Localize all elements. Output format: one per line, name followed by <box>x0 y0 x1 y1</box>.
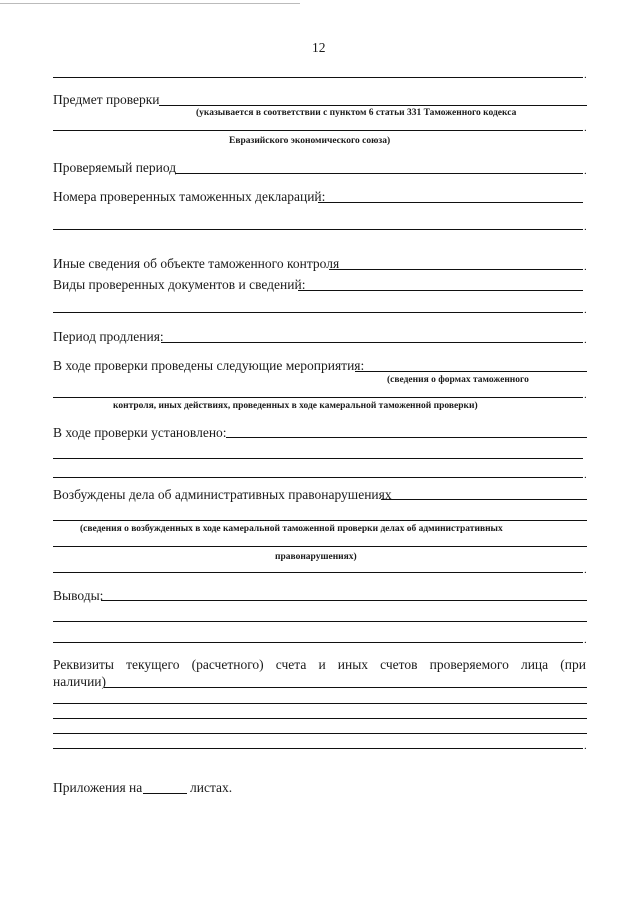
period-field[interactable] <box>175 173 583 174</box>
requisites-field-4[interactable] <box>53 733 587 734</box>
line-period: . <box>584 122 587 134</box>
requisites-word: (расчетного) <box>191 657 264 672</box>
requisites-word: (при <box>560 657 586 672</box>
docs-field[interactable] <box>298 290 583 291</box>
line-period: . <box>584 304 587 316</box>
cases-label: Возбуждены дела об административных правонарушениях <box>53 487 392 502</box>
declarations-field-2[interactable] <box>53 229 583 230</box>
cases-note-1: (сведения о возбужденных в ходе камеральной таможенной проверки делах об административных <box>80 524 503 534</box>
established-field-2[interactable] <box>53 458 583 459</box>
cases-field-3[interactable] <box>53 546 587 547</box>
requisites-word: и <box>318 657 326 672</box>
conclusions-field-2[interactable] <box>53 621 587 622</box>
line-period: . <box>584 634 587 646</box>
measures-note-1: (сведения о формах таможенного <box>387 375 529 385</box>
requisites-word: текущего <box>126 657 180 672</box>
line-period: . <box>584 221 587 233</box>
measures-field[interactable] <box>355 371 587 372</box>
extension-field[interactable] <box>161 342 583 343</box>
predmet-label: Предмет проверки <box>53 92 160 107</box>
other-info-field[interactable] <box>329 269 583 270</box>
predmet-note-1: (указывается в соответствии с пунктом 6 статьи 331 Таможенного кодекса <box>196 108 517 118</box>
measures-field-2[interactable] <box>53 397 583 398</box>
requisites-word: счета <box>275 657 307 672</box>
attachments-prefix: Приложения на <box>53 780 143 795</box>
requisites-word: Реквизиты <box>53 657 115 672</box>
cases-note-2: правонарушениях) <box>275 552 357 562</box>
cases-field[interactable] <box>381 499 587 500</box>
line-period: . <box>584 740 587 752</box>
established-field-3[interactable] <box>53 477 583 478</box>
cases-field-2[interactable] <box>53 520 587 521</box>
extension-label: Период продления: <box>53 329 164 344</box>
line-period: . <box>584 69 587 81</box>
requisites-field-5[interactable] <box>53 748 583 749</box>
attachments-suffix: листах. <box>190 780 233 795</box>
blank-line[interactable] <box>53 77 583 78</box>
attachments-count-field[interactable] <box>143 793 187 794</box>
conclusions-label: Выводы: <box>53 588 104 603</box>
requisites-word: иных <box>337 657 369 672</box>
conclusions-field[interactable] <box>101 600 587 601</box>
period-label: Проверяемый период <box>53 160 177 175</box>
page-number: 12 <box>312 40 326 55</box>
requisites-field-2[interactable] <box>53 703 587 704</box>
requisites-line-2: наличии) <box>53 674 107 689</box>
cases-field-4[interactable] <box>53 572 583 573</box>
measures-note-2: контроля, иных действиях, проведенных в ходе камеральной таможенной проверки) <box>113 401 478 411</box>
predmet-field-2[interactable] <box>53 130 583 131</box>
requisites-word: проверяемого <box>429 657 509 672</box>
requisites-word: счетов <box>380 657 418 672</box>
established-field[interactable] <box>226 437 587 438</box>
requisites-line-1 <box>53 657 586 673</box>
line-period: . <box>584 261 587 273</box>
measures-label: В ходе проверки проведены следующие мероприятия: <box>53 358 365 373</box>
predmet-field[interactable] <box>159 105 587 106</box>
line-period: . <box>584 564 587 576</box>
requisites-field[interactable] <box>104 687 587 688</box>
other-info-label: Иные сведения об объекте таможенного контроля <box>53 256 340 271</box>
declarations-field[interactable] <box>318 202 583 203</box>
line-period: . <box>584 469 587 481</box>
top-scan-edge <box>0 3 300 4</box>
conclusions-field-3[interactable] <box>53 642 583 643</box>
line-period: . <box>584 165 587 177</box>
line-period: . <box>584 334 587 346</box>
docs-label: Виды проверенных документов и сведений: <box>53 277 306 292</box>
established-label: В ходе проверки установлено: <box>53 425 227 440</box>
docs-field-2[interactable] <box>53 312 583 313</box>
predmet-note-2: Евразийского экономического союза) <box>229 136 391 146</box>
declarations-label: Номера проверенных таможенных деклараций: <box>53 189 326 204</box>
requisites-field-3[interactable] <box>53 718 587 719</box>
requisites-word: лица <box>520 657 549 672</box>
line-period: . <box>584 389 587 401</box>
